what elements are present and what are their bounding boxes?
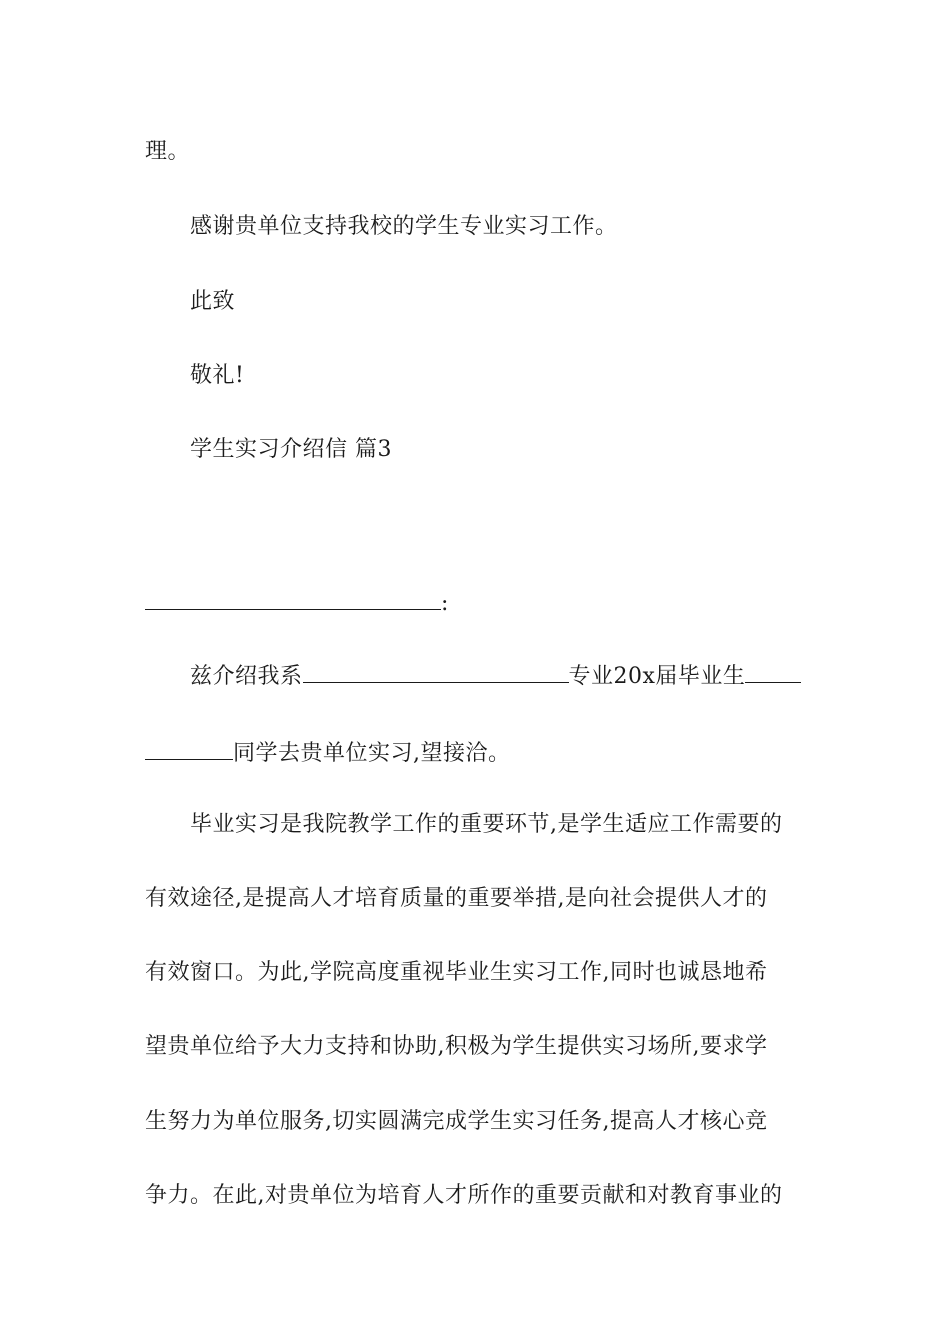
text-line: 理。 [145, 139, 191, 164]
salutation-line: 敬礼! [190, 363, 245, 388]
intro-line [145, 737, 511, 769]
text-line: 感谢贵单位支持我校的学生专业实习工作。 [190, 214, 618, 239]
recipient-line [145, 587, 449, 619]
paragraph-line: 毕业实习是我院教学工作的重要环节,是学生适应工作需要的 [190, 812, 783, 837]
intro-text: 专业20x届毕业生 [568, 664, 746, 689]
student-name-blank [745, 660, 801, 683]
paragraph-line: 望贵单位给予大力支持和协助,积极为学生提供实习场所,要求学 [145, 1034, 768, 1059]
student-name-blank-cont [145, 737, 233, 760]
major-blank [303, 660, 569, 683]
intro-text: 兹介绍我系 [190, 664, 303, 689]
intro-text: 同学去贵单位实习,望接洽。 [233, 741, 511, 766]
paragraph-line: 争力。在此,对贵单位为培育人才所作的重要贡献和对教育事业的 [145, 1183, 783, 1208]
recipient-colon: : [441, 591, 449, 616]
recipient-blank [145, 587, 441, 610]
salutation-line: 此致 [190, 289, 236, 314]
paragraph-line: 生努力为单位服务,切实圆满完成学生实习任务,提高人才核心竞 [145, 1109, 768, 1134]
section-heading: 学生实习介绍信 篇3 [190, 437, 392, 462]
intro-line [190, 660, 801, 692]
paragraph-line: 有效窗口。为此,学院高度重视毕业生实习工作,同时也诚恳地希 [145, 960, 768, 985]
paragraph-line: 有效途径,是提高人才培育质量的重要举措,是向社会提供人才的 [145, 886, 768, 911]
